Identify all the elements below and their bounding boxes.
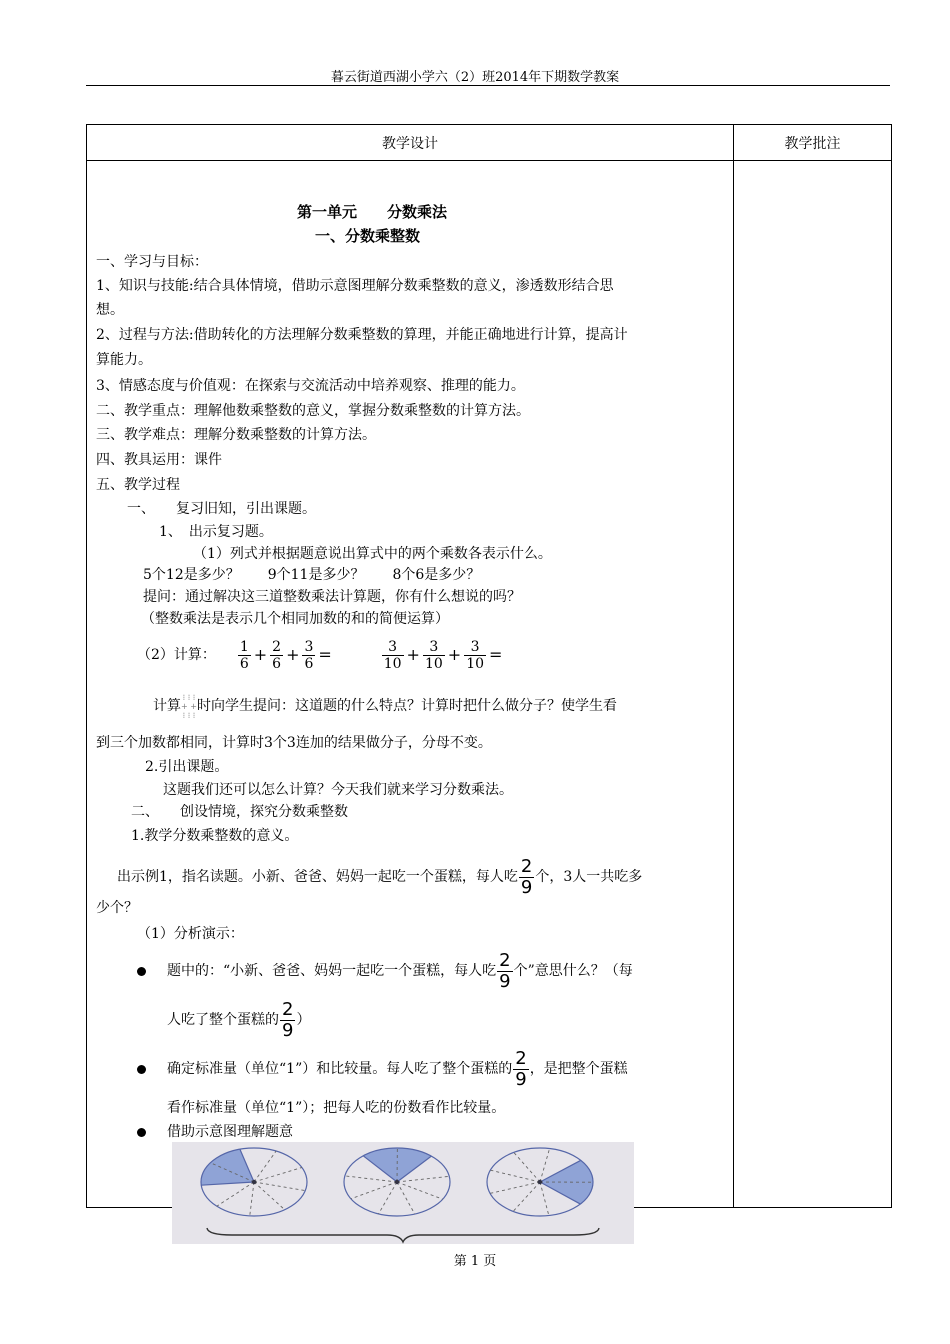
prompt1: 提问：通过解决这三道整数乘法计算题，你有什么想说的吗？ <box>143 589 521 605</box>
fraction-2-9: $\frac{2}{9}$ <box>515 1047 527 1090</box>
key-point: 二、教学重点：理解他数乘整数的意义，掌握分数乘整数的计算方法。 <box>96 403 530 419</box>
cake-pie-diagram <box>172 1142 634 1244</box>
lesson-title: 一、分数乘整数 <box>315 227 421 245</box>
goal1-line2: 想。 <box>96 302 124 318</box>
pie-center <box>395 1180 399 1184</box>
equals-sign: = <box>318 645 332 664</box>
column-header-notes: 教学批注 <box>734 125 892 161</box>
answer1: （整数乘法是表示几个相同加数的和的简便运算） <box>141 611 449 627</box>
pie-center <box>252 1180 256 1184</box>
goals-heading: 一、学习与目标： <box>96 254 208 270</box>
column-header-design: 教学设计 <box>87 125 734 161</box>
bullet-dot <box>137 1065 146 1074</box>
notes-column <box>734 161 892 1208</box>
fraction-1-6: $\frac{1}{6}$ <box>239 638 249 672</box>
goal3: 3、情感态度与价值观：在探索与交流活动中培养观察、推理的能力。 <box>96 378 525 394</box>
goal2-line2: 算能力。 <box>96 352 152 368</box>
analysis-heading: （1）分析演示： <box>137 926 244 942</box>
page-header: 暮云街道西湖小学六（2）班2014年下期数学教案 <box>330 70 620 85</box>
pie-center <box>538 1180 542 1184</box>
plus-sign: + <box>406 645 420 664</box>
question1-items: 5个12是多少？ 9个11是多少？ 8个6是多少？ <box>143 567 481 583</box>
fraction-3-10: $\frac{3}{10}$ <box>383 638 402 672</box>
unit-title: 第一单元 分数乘法 <box>297 203 448 221</box>
question1: （1）列式并根据题意说出算式中的两个乘数各表示什么。 <box>193 546 552 562</box>
bullet1-line1: 题中的：“小新、爸爸、妈妈一起吃一个蛋糕，每人吃 $\frac{2}{9}$ 个”意思什么？（每 <box>167 949 633 992</box>
example-line2: 少个？ <box>96 900 138 916</box>
calc-label: （2）计算： <box>137 647 216 663</box>
goal1-line1: 1、知识与技能:结合具体情境，借助示意图理解分数乘整数的意义，渗透数形结合思 <box>96 278 614 294</box>
fraction-3-10: $\frac{3}{10}$ <box>466 638 485 672</box>
fraction-2-9: $\frac{2}{9}$ <box>282 998 294 1041</box>
inline-expression-thumbnail: ⁝ ⁝ ⁝ + + ⁝ ⁝ ⁝ <box>181 692 197 720</box>
lesson-plan-table <box>86 124 892 1208</box>
step1-item1: 1、 出示复习题。 <box>159 524 273 540</box>
fraction-2-6: $\frac{2}{6}$ <box>272 638 282 672</box>
plus-sign: + <box>253 645 268 664</box>
tools: 四、教具运用：课件 <box>96 452 222 468</box>
bullet1-line2: 人吃了整个蛋糕的 $\frac{2}{9}$ ） <box>167 998 311 1041</box>
difficulty: 三、教学难点：理解分数乘整数的计算方法。 <box>96 427 376 443</box>
step1-heading: 一、 复习旧知，引出课题。 <box>127 501 316 517</box>
calc-row <box>137 635 504 675</box>
bullet2-line1: 确定标准量（单位“1”）和比较量。每人吃了整个蛋糕的 $\frac{2}{9}$ ，是把整个蛋糕 <box>167 1047 628 1090</box>
equals-sign: = <box>489 645 503 664</box>
example-line1: 出示例1，指名读题。小新、爸爸、妈妈一起吃一个蛋糕，每人吃 $\frac{2}{9}$ 个，3人一共吃多 <box>117 855 643 898</box>
bullet2-line2: 看作标准量（单位“1”）；把每人吃的份数看作比较量。 <box>167 1100 506 1116</box>
calc-note-line1: 计算⁝ ⁝ ⁝ + + ⁝ ⁝ ⁝时向学生提问：这道题的什么特点？计算时把什么做分子？使学生看 <box>153 692 617 720</box>
meaning-heading: 1.教学分数乘整数的意义。 <box>131 828 299 844</box>
fraction-2-9: $\frac{2}{9}$ <box>499 949 511 992</box>
header-rule <box>86 85 890 86</box>
lesson-content <box>87 161 733 1207</box>
plus-sign: + <box>447 645 462 664</box>
bullet3: 借助示意图理解题意 <box>167 1124 293 1140</box>
bullet-dot <box>137 967 146 976</box>
fraction-2-9: $\frac{2}{9}$ <box>520 855 533 898</box>
process-heading: 五、教学过程 <box>96 477 180 493</box>
intro-question: 这题我们还可以怎么计算？今天我们就来学习分数乘法。 <box>163 782 513 798</box>
fraction-3-6: $\frac{3}{6}$ <box>304 638 314 672</box>
bullet-dot <box>137 1128 146 1137</box>
fraction-3-10: $\frac{3}{10}$ <box>424 638 443 672</box>
goal2-line1: 2、过程与方法:借助转化的方法理解分数乘整数的算理，并能正确地进行计算，提高计 <box>96 327 628 343</box>
plus-sign: + <box>286 645 300 664</box>
calc-note-line2: 到三个加数都相同，计算时3个3连加的结果做分子，分母不变。 <box>96 735 492 751</box>
intro-heading: 2.引出课题。 <box>145 759 229 775</box>
page-footer: 第 1 页 <box>453 1254 497 1269</box>
step2-heading: 二、 创设情境，探究分数乘整数 <box>131 804 348 820</box>
